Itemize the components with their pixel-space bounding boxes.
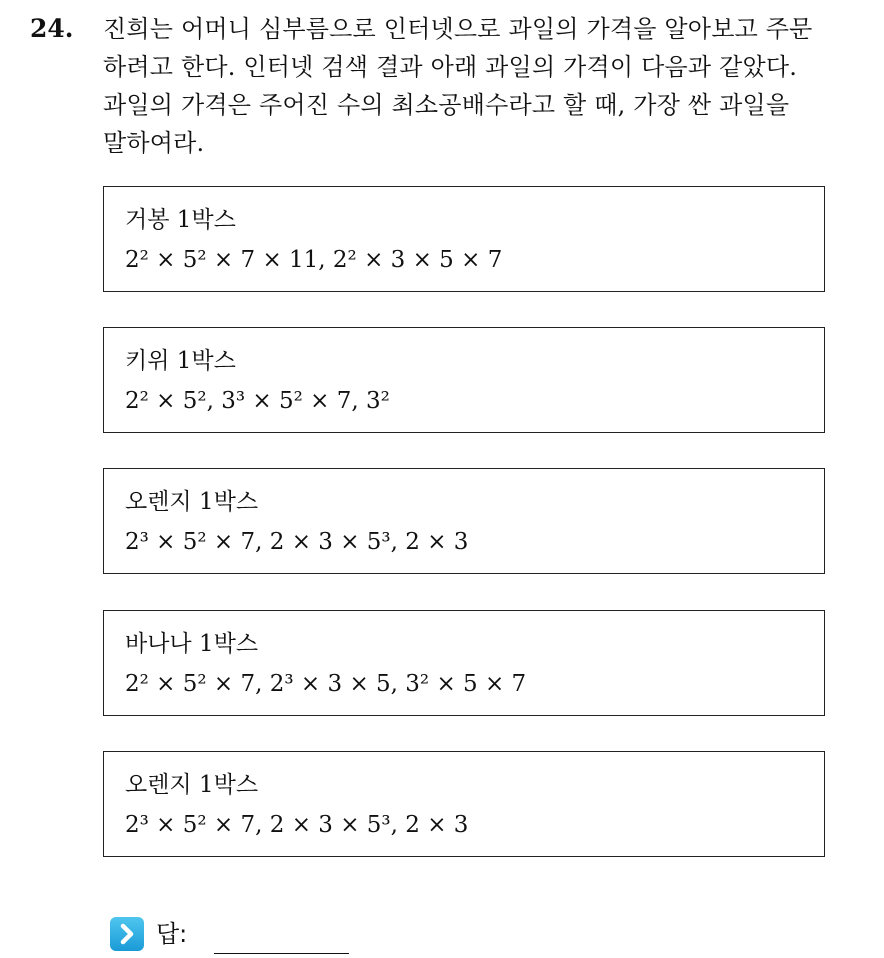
- question-line: 말하여라.: [103, 129, 205, 157]
- fruit-box-expression: 2² × 5² × 7 × 11, 2² × 3 × 5 × 7: [125, 247, 503, 273]
- question-line: 하려고 한다. 인터넷 검색 결과 아래 과일의 가격이 다음과 같았다.: [103, 53, 798, 81]
- fruit-box-orange: [103, 468, 825, 574]
- question-text: [103, 10, 868, 162]
- chevron-right-icon: [110, 917, 144, 951]
- fruit-box-title: 오렌지 1박스: [125, 489, 259, 515]
- answer-label: 답:: [156, 920, 188, 948]
- question-number: 24.: [30, 14, 74, 43]
- fruit-box-kiwi: [103, 327, 825, 433]
- answer-row: [110, 914, 410, 954]
- answer-input[interactable]: [214, 953, 349, 954]
- fruit-box-expression: 2³ × 5² × 7, 2 × 3 × 5³, 2 × 3: [125, 812, 469, 838]
- fruit-box-grape: [103, 186, 825, 292]
- fruit-box-expression: 2² × 5², 3³ × 5² × 7, 3²: [125, 388, 390, 414]
- fruit-box-title: 키위 1박스: [125, 348, 236, 374]
- fruit-box-expression: 2² × 5² × 7, 2³ × 3 × 5, 3² × 5 × 7: [125, 671, 527, 697]
- question-line: 과일의 가격은 주어진 수의 최소공배수라고 할 때, 가장 싼 과일을: [103, 91, 790, 119]
- question-line: 진희는 어머니 심부름으로 인터넷으로 과일의 가격을 알아보고 주문: [103, 15, 813, 43]
- fruit-box-orange-2: [103, 751, 825, 857]
- fruit-box-banana: [103, 610, 825, 716]
- fruit-box-title: 바나나 1박스: [125, 631, 259, 657]
- fruit-box-title: 오렌지 1박스: [125, 772, 259, 798]
- fruit-box-expression: 2³ × 5² × 7, 2 × 3 × 5³, 2 × 3: [125, 529, 469, 555]
- fruit-box-title: 거봉 1박스: [125, 207, 236, 233]
